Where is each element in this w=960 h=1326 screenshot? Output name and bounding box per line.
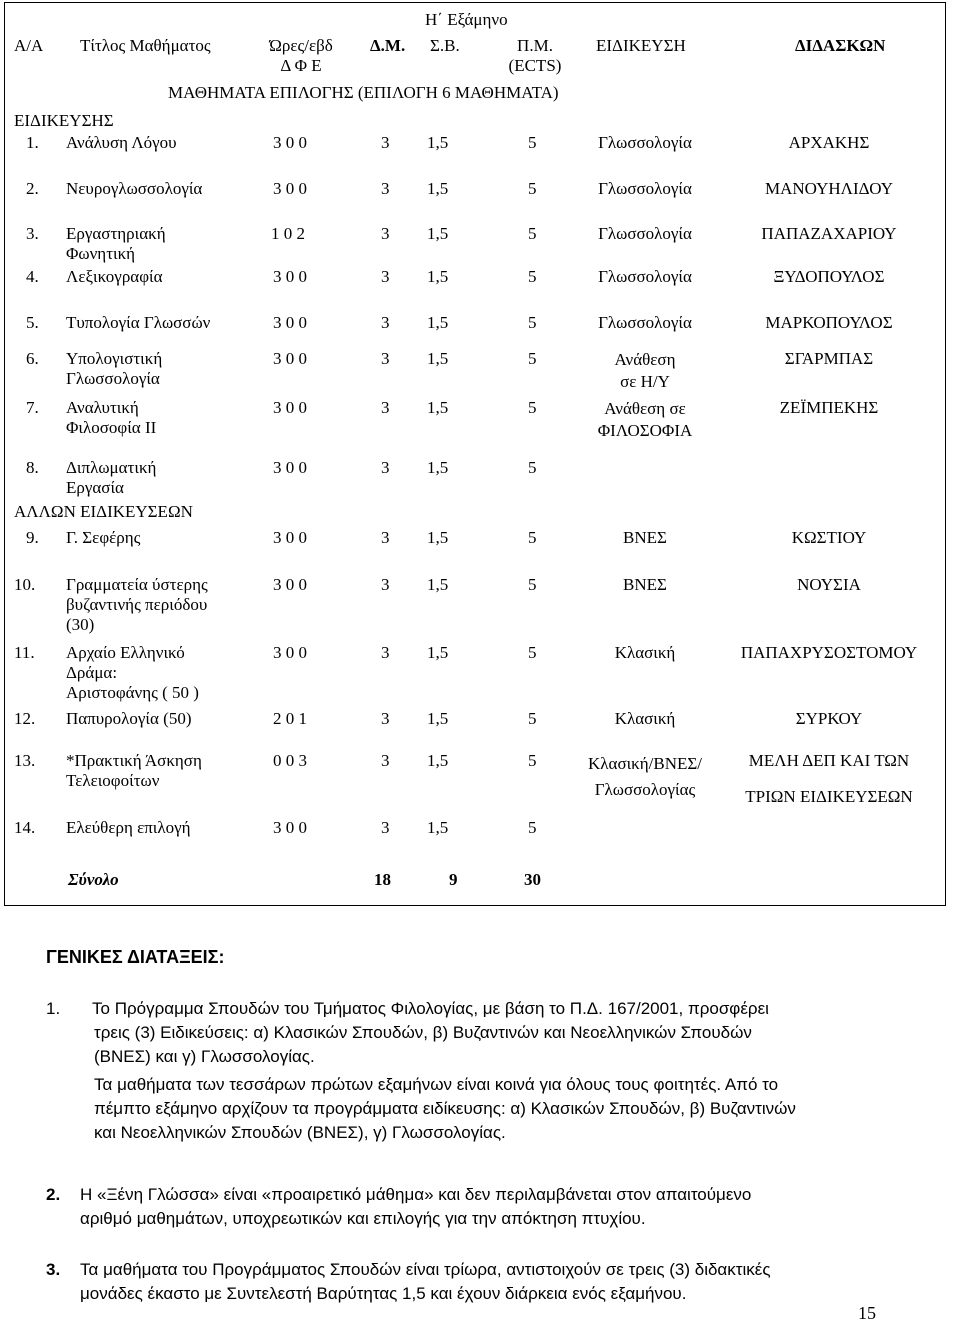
course-title-line: Δράμα: — [66, 663, 118, 682]
course-title — [66, 528, 140, 548]
course-specialization — [580, 179, 710, 199]
semester-title: Η΄ Εξάμηνο — [425, 10, 508, 29]
course-title-line: Γλωσσολογία — [66, 369, 160, 388]
row-number: 2. — [26, 179, 39, 198]
total-label: Σύνολο — [68, 870, 119, 889]
course-title-line: Παπυρολογία (50) — [66, 709, 192, 728]
course-dm: 3 — [381, 267, 390, 286]
course-pm: 5 — [528, 709, 537, 728]
course-teacher — [724, 643, 934, 663]
course-dm: 3 — [381, 643, 390, 662]
header-title: Τίτλος Μαθήματος — [80, 36, 211, 55]
course-hours: 3 0 0 — [273, 133, 307, 152]
row-number: 7. — [26, 398, 39, 417]
course-specialization-line: Ανάθεση — [614, 350, 676, 369]
header-pm — [500, 36, 570, 76]
course-title — [66, 313, 210, 333]
course-title-line: Εργασία — [66, 478, 124, 497]
course-sv: 1,5 — [427, 643, 449, 662]
course-title — [66, 398, 156, 438]
course-specialization — [580, 224, 710, 244]
page-number: 15 — [858, 1303, 876, 1323]
course-teacher-line: ΤΡΙΩΝ ΕΙΔΙΚΕΥΣΕΩΝ — [745, 787, 913, 806]
provision-line: πέμπτο εξάμηνο αρχίζουν τα προγράμματα ειδίκευσης: α) Κλασικών Σπουδών, β) Βυζαντινών — [94, 1099, 796, 1118]
course-title-line: Γ. Σεφέρης — [66, 528, 141, 547]
course-title — [66, 267, 163, 287]
header-pm-line2: (ECTS) — [508, 56, 562, 75]
course-specialization — [580, 313, 710, 333]
course-title-line: *Πρακτική Άσκηση — [66, 751, 202, 770]
course-teacher — [724, 743, 934, 815]
course-specialization-line: Κλασική/ΒΝΕΣ/ — [588, 754, 702, 773]
course-title-line: Διπλωματική — [66, 458, 157, 477]
header-pm-line1: Π.Μ. — [517, 36, 553, 55]
provision-line: τρεις (3) Ειδικεύσεις: α) Κλασικών Σπουδών, β) Βυζαντινών και Νεοελληνικών Σπουδών — [94, 1023, 752, 1042]
course-teacher-line: ΣΓΑΡΜΠΑΣ — [784, 349, 874, 368]
course-teacher — [724, 575, 934, 595]
provision-line: Τα μαθήματα του Προγράμματος Σπουδών είναι τρίωρα, αντιστοιχούν σε τρεις (3) διδακτικές — [80, 1260, 771, 1279]
course-sv: 1,5 — [427, 458, 449, 477]
course-specialization — [580, 643, 710, 663]
course-specialization-line: Γλωσσολογία — [598, 267, 692, 286]
header-hours — [258, 36, 344, 76]
provision-text — [80, 1258, 771, 1306]
course-dm: 3 — [381, 575, 390, 594]
course-title — [66, 458, 156, 498]
course-title — [66, 818, 191, 838]
course-dm: 3 — [381, 751, 390, 770]
course-specialization-line: ΒΝΕΣ — [623, 575, 667, 594]
course-dm: 3 — [381, 818, 390, 837]
course-sv: 1,5 — [427, 133, 449, 152]
course-pm: 5 — [528, 575, 537, 594]
course-dm: 3 — [381, 709, 390, 728]
course-sv: 1,5 — [427, 575, 449, 594]
row-number: 9. — [26, 528, 39, 547]
total-pm: 30 — [524, 870, 541, 889]
course-specialization — [580, 709, 710, 729]
course-dm: 3 — [381, 224, 390, 243]
course-specialization-line: Γλωσσολογία — [598, 313, 692, 332]
course-title — [66, 709, 191, 729]
course-dm: 3 — [381, 528, 390, 547]
row-number: 10. — [14, 575, 36, 594]
course-hours: 3 0 0 — [273, 818, 307, 837]
course-specialization — [580, 133, 710, 153]
row-number: 1. — [26, 133, 39, 152]
course-teacher-line: ΑΡΧΑΚΗΣ — [788, 133, 870, 152]
course-teacher — [724, 528, 934, 548]
course-title — [66, 179, 202, 199]
course-title-line: Ανάλυση Λόγου — [66, 133, 177, 152]
course-teacher-line: ΞΥΔΟΠΟΥΛΟΣ — [773, 267, 885, 286]
course-dm: 3 — [381, 349, 390, 368]
course-sv: 1,5 — [427, 751, 449, 770]
course-specialization — [580, 751, 710, 803]
course-title — [66, 133, 177, 153]
row-number: 8. — [26, 458, 39, 477]
row-number: 13. — [14, 751, 36, 770]
course-teacher — [724, 267, 934, 287]
course-title-line: Νευρογλωσσολογία — [66, 179, 203, 198]
course-teacher — [724, 179, 934, 199]
row-number: 14. — [14, 818, 36, 837]
course-title-line: (30) — [66, 615, 95, 634]
course-title-line: Φωνητική — [66, 244, 136, 263]
header-teachers: ΔΙΔΑΣΚΩΝ — [795, 36, 886, 55]
course-sv: 1,5 — [427, 224, 449, 243]
course-title-line: Φιλοσοφία ΙΙ — [66, 418, 157, 437]
course-dm: 3 — [381, 179, 390, 198]
row-number: 3. — [26, 224, 39, 243]
course-sv: 1,5 — [427, 267, 449, 286]
course-teacher — [724, 133, 934, 153]
header-aa: Α/Α — [14, 36, 44, 55]
course-specialization-line: Γλωσσολογία — [598, 179, 692, 198]
course-sv: 1,5 — [427, 709, 449, 728]
course-title-line: Αρχαίο Ελληνικό — [66, 643, 185, 662]
row-number: 12. — [14, 709, 36, 728]
course-hours: 3 0 0 — [273, 575, 307, 594]
course-pm: 5 — [528, 751, 537, 770]
course-title-line: Γραμματεία ύστερης — [66, 575, 208, 594]
course-pm: 5 — [528, 267, 537, 286]
course-specialization — [580, 349, 710, 393]
course-dm: 3 — [381, 458, 390, 477]
course-pm: 5 — [528, 643, 537, 662]
provision-line: Τα μαθήματα των τεσσάρων πρώτων εξαμήνων είναι κοινά για όλους τους φοιτητές. Από το — [94, 1075, 779, 1094]
course-sv: 1,5 — [427, 528, 449, 547]
provision-line: μονάδες έκαστο με Συντελεστή Βαρύτητας 1,5 και έχουν διάρκεια ενός εξαμήνου. — [80, 1284, 687, 1303]
course-teacher-line: ΖΕΪΜΠΕΚΗΣ — [779, 398, 879, 417]
header-dm: Δ.Μ. — [370, 36, 406, 55]
provision-line: (ΒΝΕΣ) και γ) Γλωσσολογίας. — [94, 1047, 315, 1066]
course-sv: 1,5 — [427, 179, 449, 198]
course-sv: 1,5 — [427, 818, 449, 837]
course-hours: 3 0 0 — [273, 643, 307, 662]
total-sv: 9 — [449, 870, 458, 889]
course-hours: 2 0 1 — [273, 709, 307, 728]
course-pm: 5 — [528, 528, 537, 547]
course-teacher — [724, 398, 934, 418]
course-title-line: Λεξικογραφία — [66, 267, 163, 286]
section-elective: ΜΑΘΗΜΑΤΑ ΕΠΙΛΟΓΗΣ (ΕΠΙΛΟΓΗ 6 ΜΑΘΗΜΑΤΑ) — [168, 83, 559, 102]
course-specialization-line: Κλασική — [614, 643, 676, 662]
course-specialization — [580, 398, 710, 442]
row-number: 4. — [26, 267, 39, 286]
header-sv: Σ.Β. — [430, 36, 460, 55]
course-teacher-line: ΜΕΛΗ ΔΕΠ ΚΑΙ ΤΩΝ — [748, 751, 910, 770]
course-title-line: βυζαντινής περιόδου — [66, 595, 208, 614]
section-other: ΑΛΛΩΝ ΕΙΔΙΚΕΥΣΕΩΝ — [14, 502, 193, 521]
provision-line: αριθμό μαθημάτων, υποχρεωτικών και επιλογής για την απόκτηση πτυχίου. — [80, 1209, 646, 1228]
course-teacher — [724, 224, 934, 244]
provision-line: και Νεοελληνικών Σπουδών (ΒΝΕΣ), γ) Γλωσσολογίας. — [94, 1123, 506, 1142]
course-title — [66, 575, 208, 635]
course-pm: 5 — [528, 179, 537, 198]
header-hours-line2: Δ Φ Ε — [280, 56, 322, 75]
course-specialization-line: Κλασική — [614, 709, 676, 728]
course-title-line: Τυπολογία Γλωσσών — [66, 313, 211, 332]
course-specialization — [580, 575, 710, 595]
course-title — [66, 643, 199, 703]
course-teacher — [724, 349, 934, 369]
course-title-line: Υπολογιστική — [66, 349, 163, 368]
course-hours: 3 0 0 — [273, 313, 307, 332]
total-dm: 18 — [374, 870, 391, 889]
course-dm: 3 — [381, 398, 390, 417]
course-sv: 1,5 — [427, 313, 449, 332]
course-dm: 3 — [381, 133, 390, 152]
course-specialization — [580, 528, 710, 548]
course-teacher-line: ΚΩΣΤΙΟΥ — [791, 528, 867, 547]
course-hours: 0 0 3 — [273, 751, 307, 770]
course-teacher — [724, 709, 934, 729]
course-specialization — [580, 267, 710, 287]
row-number: 6. — [26, 349, 39, 368]
course-title-line: Αριστοφάνης ( 50 ) — [66, 683, 199, 702]
course-pm: 5 — [528, 398, 537, 417]
general-heading: ΓΕΝΙΚΕΣ ΔΙΑΤΑΞΕΙΣ: — [46, 947, 225, 967]
course-hours: 1 0 2 — [271, 224, 305, 243]
course-teacher-line: ΣΥΡΚΟΥ — [795, 709, 863, 728]
header-hours-line1: Ώρες/εβδ — [269, 36, 333, 55]
course-specialization-line: Γλωσσολογίας — [594, 780, 696, 799]
course-hours: 3 0 0 — [273, 349, 307, 368]
course-specialization-line: Γλωσσολογία — [598, 224, 692, 243]
course-title-line: Αναλυτική — [66, 398, 139, 417]
course-teacher-line: ΝΟΥΣΙΑ — [797, 575, 861, 594]
provision-number: 2. — [46, 1185, 61, 1204]
course-pm: 5 — [528, 313, 537, 332]
provision-text — [92, 997, 796, 1145]
course-sv: 1,5 — [427, 349, 449, 368]
provision-text — [80, 1183, 751, 1231]
course-specialization-line: σε Η/Υ — [620, 372, 670, 391]
course-hours: 3 0 0 — [273, 179, 307, 198]
course-pm: 5 — [528, 133, 537, 152]
course-specialization-line: Γλωσσολογία — [598, 133, 692, 152]
course-dm: 3 — [381, 313, 390, 332]
course-specialization-line: Ανάθεση σε — [604, 399, 686, 418]
provision-line: Το Πρόγραμμα Σπουδών του Τμήματος Φιλολογίας, με βάση το Π.Δ. 167/2001, προσφέρει — [92, 999, 769, 1018]
row-number: 11. — [14, 643, 35, 662]
course-title-line: Τελειοφοίτων — [66, 771, 160, 790]
course-teacher-line: ΠΑΠΑΖΑΧΑΡΙΟΥ — [761, 224, 897, 243]
course-hours: 3 0 0 — [273, 267, 307, 286]
course-pm: 5 — [528, 349, 537, 368]
course-teacher-line: ΜΑΝΟΥΗΛΙΔΟΥ — [765, 179, 893, 198]
course-pm: 5 — [528, 458, 537, 477]
course-title-line: Εργαστηριακή — [66, 224, 166, 243]
course-specialization-line: ΦΙΛΟΣΟΦΙΑ — [597, 421, 693, 440]
course-sv: 1,5 — [427, 398, 449, 417]
course-hours: 3 0 0 — [273, 458, 307, 477]
course-hours: 3 0 0 — [273, 398, 307, 417]
row-number: 5. — [26, 313, 39, 332]
course-teacher-line: ΜΑΡΚΟΠΟΥΛΟΣ — [765, 313, 893, 332]
provision-line: Η «Ξένη Γλώσσα» είναι «προαιρετικό μάθημα» και δεν περιλαμβάνεται στον απαιτούμενο — [80, 1185, 752, 1204]
course-title-line: Ελεύθερη επιλογή — [66, 818, 191, 837]
header-spec: ΕΙΔΙΚΕΥΣΗ — [596, 36, 686, 55]
course-pm: 5 — [528, 224, 537, 243]
course-title — [66, 349, 162, 389]
course-hours: 3 0 0 — [273, 528, 307, 547]
provision-number: 1. — [46, 999, 61, 1018]
course-title — [66, 751, 202, 791]
section-specialization: ΕΙΔΙΚΕΥΣΗΣ — [14, 111, 114, 130]
course-specialization-line: ΒΝΕΣ — [623, 528, 667, 547]
provision-number: 3. — [46, 1260, 61, 1279]
course-title — [66, 224, 166, 264]
course-teacher — [724, 313, 934, 333]
course-pm: 5 — [528, 818, 537, 837]
course-teacher-line: ΠΑΠΑΧΡΥΣΟΣΤΟΜΟΥ — [740, 643, 918, 662]
